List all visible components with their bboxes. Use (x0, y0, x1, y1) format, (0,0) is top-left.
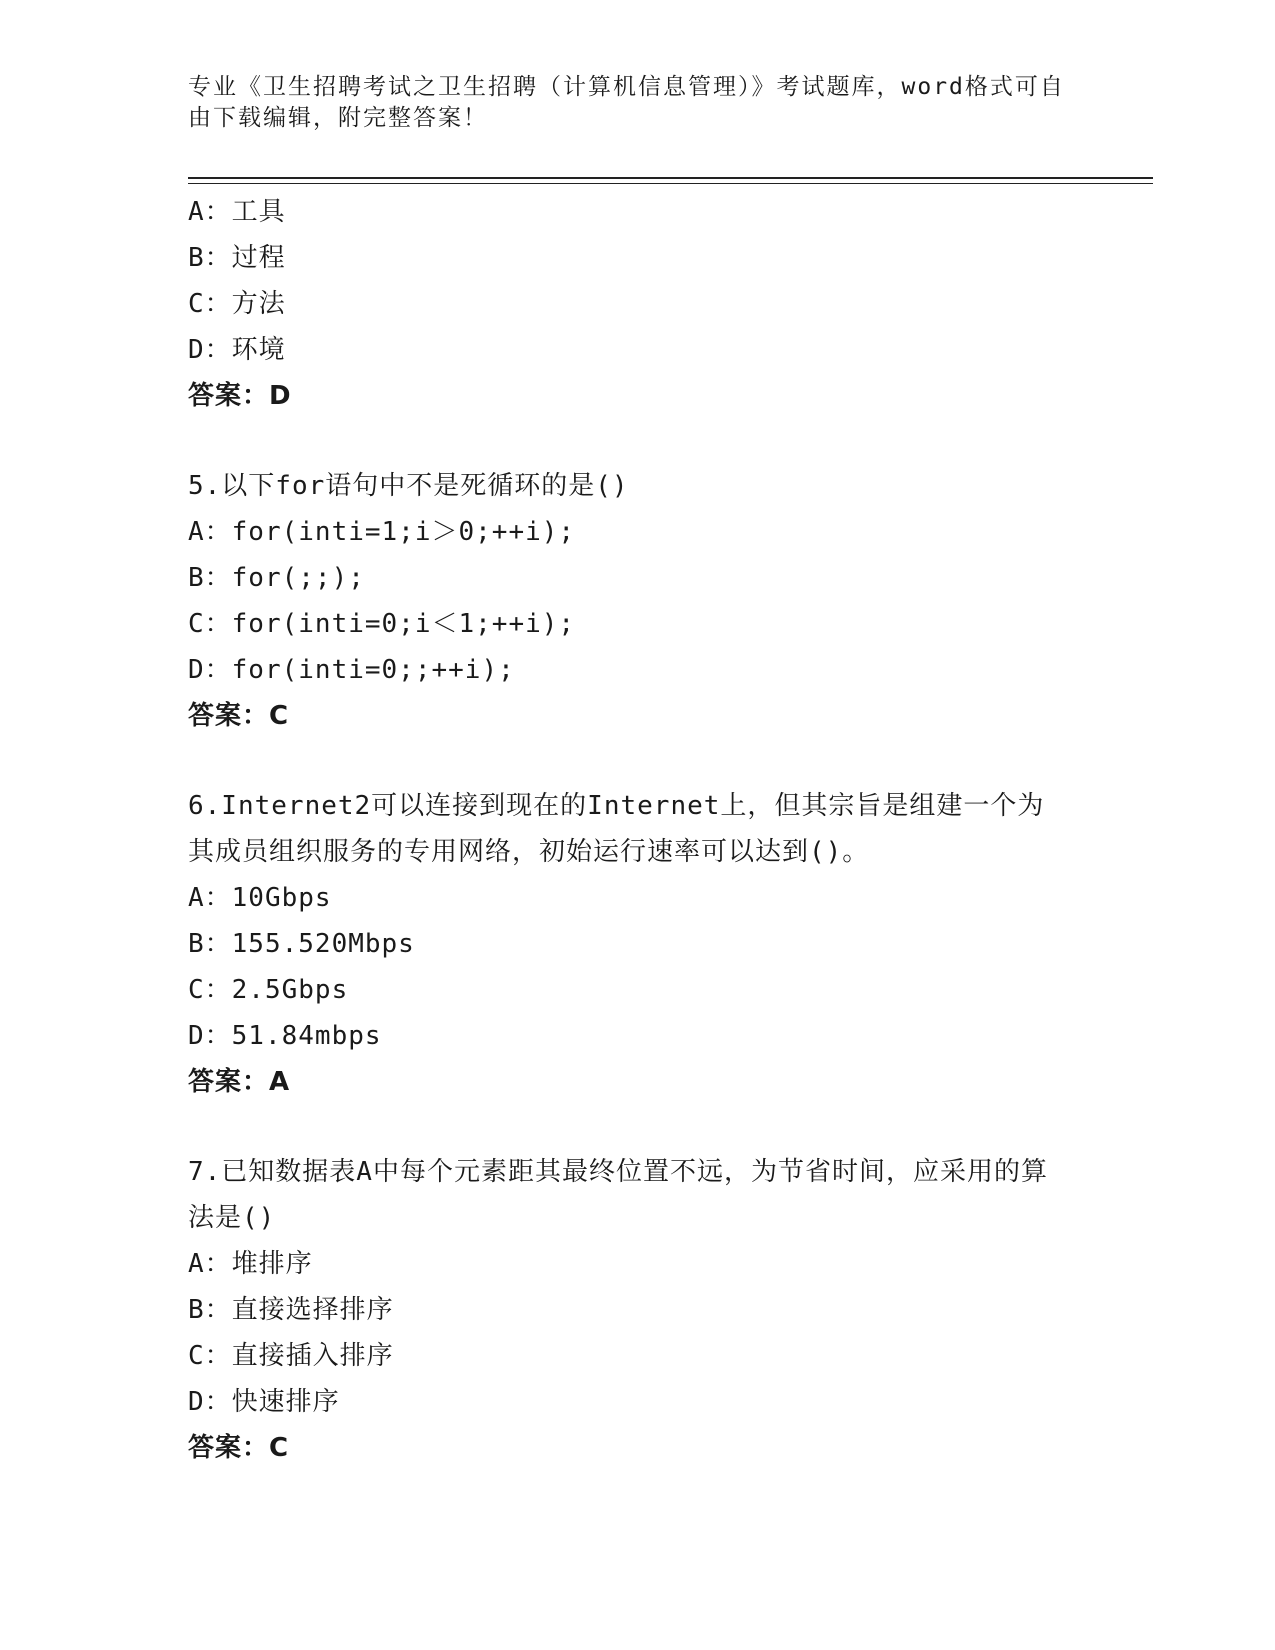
q7-option-a: A：堆排序 (188, 1249, 313, 1279)
q6-option-a: A：10Gbps (188, 883, 332, 913)
q4-option-c: C：方法 (188, 289, 286, 319)
question-6-block (188, 783, 1068, 1105)
q5-stem: 5.以下for语句中不是死循环的是() (188, 471, 629, 501)
q4-option-a: A：工具 (188, 197, 286, 227)
q5-answer: 答案：C (188, 701, 290, 731)
q7-option-d: D：快速排序 (188, 1387, 340, 1417)
question-7-block (188, 1149, 1068, 1471)
q5-option-b: B：for(;;); (188, 563, 365, 593)
q4-option-d: D：环境 (188, 335, 286, 365)
page-header: 专业《卫生招聘考试之卫生招聘（计算机信息管理）》考试题库，word格式可自由下载编辑，附完整答案！ (188, 74, 1065, 131)
header-rule-thin (188, 183, 1153, 184)
q7-stem: 7.已知数据表A中每个元素距其最终位置不远，为节省时间，应采用的算法是() (188, 1157, 1048, 1233)
question-list (188, 189, 1068, 1471)
q6-stem: 6.Internet2可以连接到现在的Internet上，但其宗旨是组建一个为其成员组织服务的专用网络，初始运行速率可以达到()。 (188, 791, 1045, 867)
q4-answer: 答案：D (188, 381, 292, 411)
q5-option-a: A：for(inti=1;i＞0;++i); (188, 517, 576, 547)
header-rule-thick (188, 177, 1153, 179)
q6-option-b: B：155.520Mbps (188, 929, 415, 959)
q7-option-b: B：直接选择排序 (188, 1295, 394, 1325)
q6-answer: 答案：A (188, 1067, 291, 1097)
q5-option-c: C：for(inti=0;i＜1;++i); (188, 609, 576, 639)
q5-option-d: D：for(inti=0;;++i); (188, 655, 515, 685)
question-4-block (188, 189, 1068, 419)
q7-option-c: C：直接插入排序 (188, 1341, 394, 1371)
q6-option-d: D：51.84mbps (188, 1021, 382, 1051)
q7-answer: 答案：C (188, 1433, 290, 1463)
q6-option-c: C：2.5Gbps (188, 975, 349, 1005)
q4-option-b: B：过程 (188, 243, 286, 273)
question-5-block (188, 463, 1068, 739)
